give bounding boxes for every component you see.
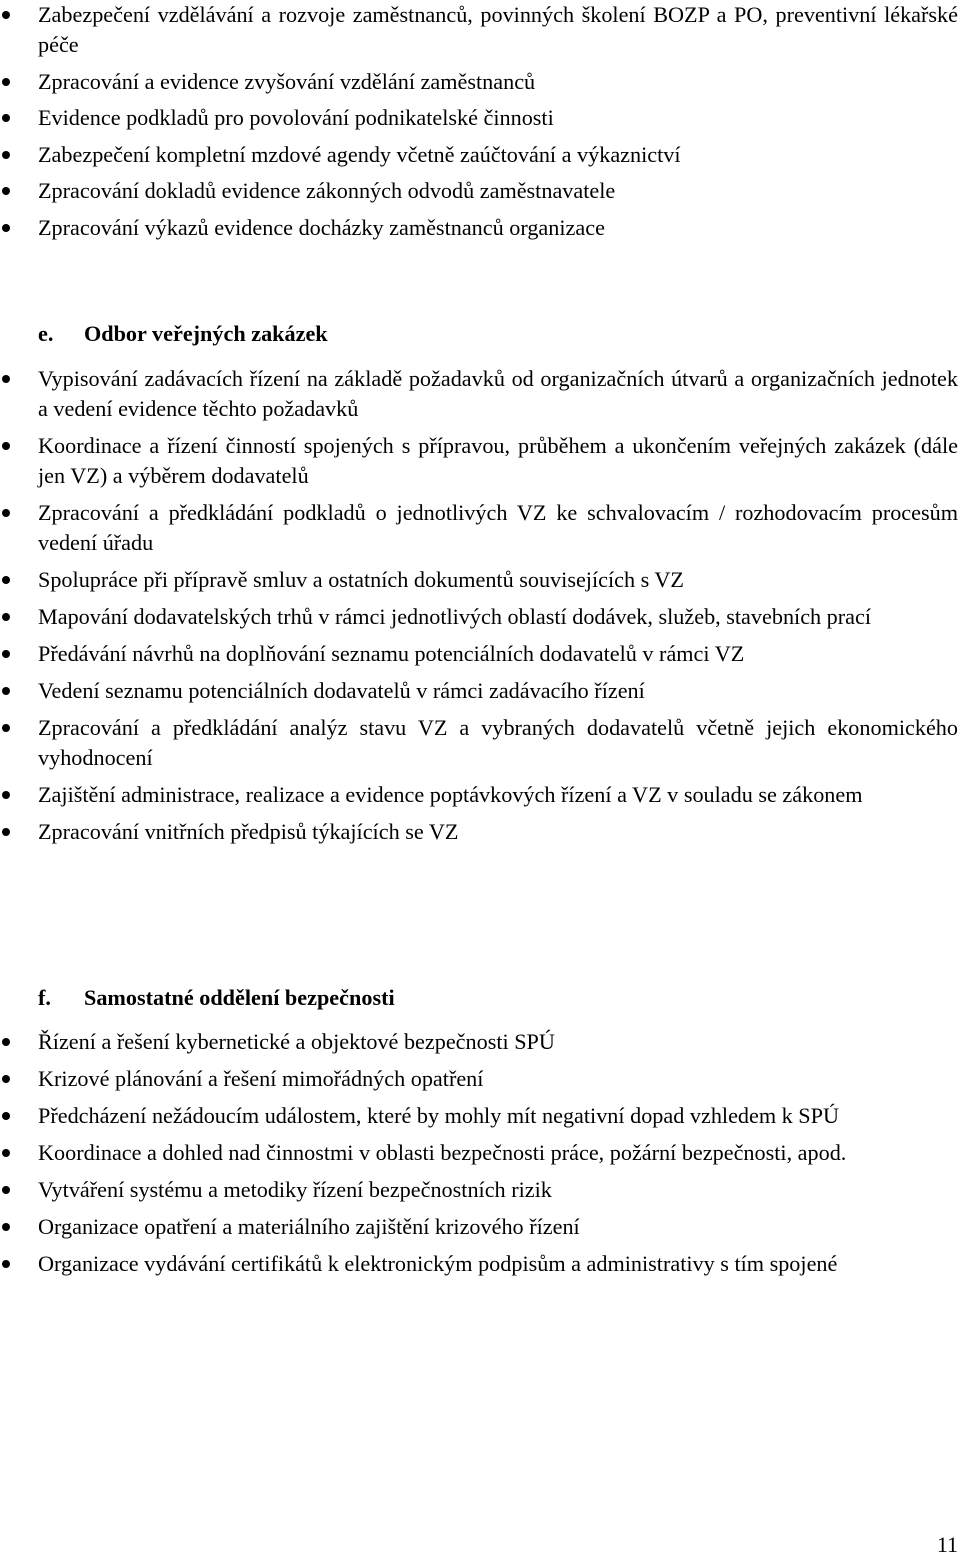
- list-item: Mapování dodavatelských trhů v rámci jednotlivých oblastí dodávek, služeb, stavebních prací: [0, 602, 960, 632]
- list-item: Předcházení nežádoucím událostem, které by mohly mít negativní dopad vzhledem k SPÚ: [0, 1101, 960, 1131]
- bullet-icon: [2, 114, 10, 122]
- bullet-icon: [2, 613, 10, 621]
- bullet-icon: [2, 724, 10, 732]
- section-e-list: [0, 364, 960, 854]
- bullet-icon: [2, 224, 10, 232]
- list-item: Koordinace a řízení činností spojených s přípravou, průběhem a ukončením veřejných zakázek (dále jen VZ) a výběrem dodavatelů: [0, 431, 960, 491]
- list-item: Zajištění administrace, realizace a evidence poptávkových řízení a VZ v souladu se zákonem: [0, 780, 960, 810]
- bullet-icon: [2, 1260, 10, 1268]
- bullet-icon: [2, 1075, 10, 1083]
- list-item: Vytváření systému a metodiky řízení bezpečnostních rizik: [0, 1175, 960, 1205]
- list-item: Zpracování výkazů evidence docházky zaměstnanců organizace: [0, 213, 960, 243]
- bullet-icon: [2, 1112, 10, 1120]
- list-item: Zabezpečení vzdělávání a rozvoje zaměstnanců, povinných školení BOZP a PO, preventivní lékařské péče: [0, 0, 960, 60]
- list-item: Zpracování a evidence zvyšování vzdělání zaměstnanců: [0, 67, 960, 97]
- section-f-title: Samostatné oddělení bezpečnosti: [84, 985, 395, 1010]
- list-item: Vypisování zadávacích řízení na základě požadavků od organizačních útvarů a organizačních jednotek a vedení evidence těchto požadavků: [0, 364, 960, 424]
- list-item: Evidence podkladů pro povolování podnikatelské činnosti: [0, 103, 960, 133]
- list-item: Zpracování vnitřních předpisů týkajících se VZ: [0, 817, 960, 847]
- bullet-icon: [2, 576, 10, 584]
- list-item: Zpracování a předkládání podkladů o jednotlivých VZ ke schvalovacím / rozhodovacím procesům vedení úřadu: [0, 498, 960, 558]
- list-item: Spolupráce při přípravě smluv a ostatních dokumentů souvisejících s VZ: [0, 565, 960, 595]
- bullet-icon: [2, 11, 10, 19]
- section-f-heading: [38, 983, 395, 1013]
- bullet-icon: [2, 375, 10, 383]
- bullet-icon: [2, 1149, 10, 1157]
- list-item: Organizace vydávání certifikátů k elektronickým podpisům a administrativy s tím spojené: [0, 1249, 960, 1279]
- bullet-icon: [2, 442, 10, 450]
- section-d-list: [0, 0, 960, 249]
- bullet-icon: [2, 828, 10, 836]
- section-e-title: Odbor veřejných zakázek: [84, 321, 328, 346]
- page-number: 11: [936, 1532, 958, 1557]
- bullet-icon: [2, 1038, 10, 1046]
- list-item: Zpracování a předkládání analýz stavu VZ a vybraných dodavatelů včetně jejich ekonomického vyhodnocení: [0, 713, 960, 773]
- section-e-letter: e.: [38, 321, 54, 346]
- list-item: Koordinace a dohled nad činnostmi v oblasti bezpečnosti práce, požární bezpečnosti, apod.: [0, 1138, 960, 1168]
- list-item: Krizové plánování a řešení mimořádných opatření: [0, 1064, 960, 1094]
- bullet-icon: [2, 650, 10, 658]
- list-item: Předávání návrhů na doplňování seznamu potenciálních dodavatelů v rámci VZ: [0, 639, 960, 669]
- list-item: Zpracování dokladů evidence zákonných odvodů zaměstnavatele: [0, 176, 960, 206]
- list-item: Vedení seznamu potenciálních dodavatelů v rámci zadávacího řízení: [0, 676, 960, 706]
- bullet-icon: [2, 1223, 10, 1231]
- list-item: Zabezpečení kompletní mzdové agendy včetně zaúčtování a výkaznictví: [0, 140, 960, 170]
- bullet-icon: [2, 791, 10, 799]
- bullet-icon: [2, 151, 10, 159]
- section-f-list: [0, 1027, 960, 1286]
- list-item: Organizace opatření a materiálního zajištění krizového řízení: [0, 1212, 960, 1242]
- section-e-heading: [38, 319, 328, 349]
- bullet-icon: [2, 687, 10, 695]
- section-f-letter: f.: [38, 985, 51, 1010]
- bullet-icon: [2, 509, 10, 517]
- bullet-icon: [2, 78, 10, 86]
- list-item: Řízení a řešení kybernetické a objektové bezpečnosti SPÚ: [0, 1027, 960, 1057]
- bullet-icon: [2, 1186, 10, 1194]
- bullet-icon: [2, 187, 10, 195]
